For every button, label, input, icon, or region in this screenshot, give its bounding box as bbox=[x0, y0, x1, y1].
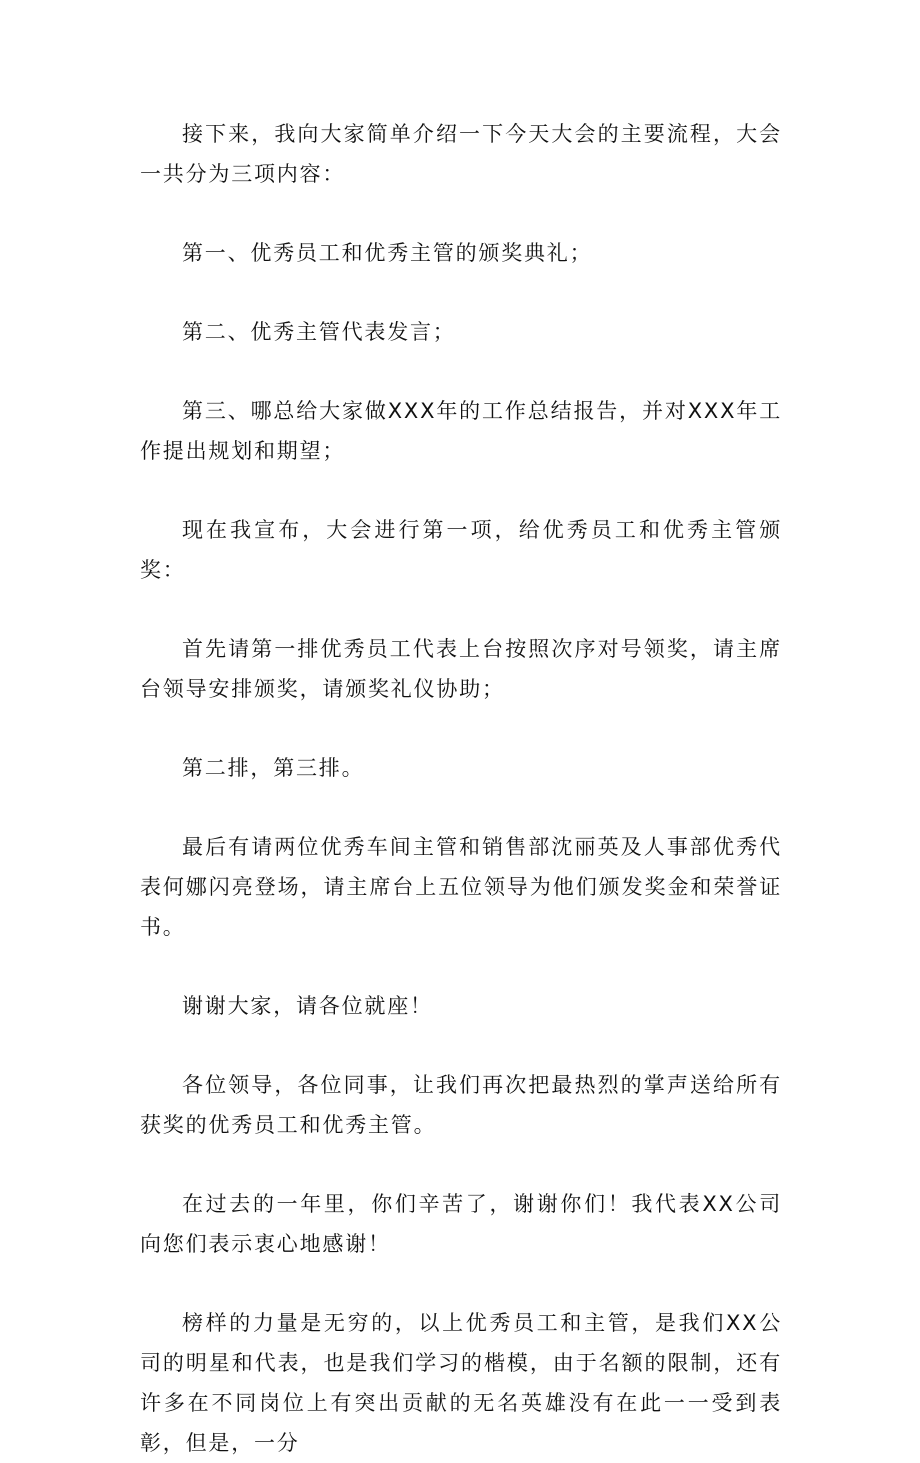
paragraph-role-models: 榜样的力量是无穷的，以上优秀员工和主管，是我们XX公司的明星和代表，也是我们学习的楷模，由于名额的限制，还有许多在不同岗位上有突出贡献的无名英雄没有在此一一受到表彰，但是，一分 bbox=[140, 1311, 782, 1455]
paragraph-intro: 接下来，我向大家简单介绍一下今天大会的主要流程，大会一共分为三项内容： bbox=[140, 122, 782, 186]
paragraph-item-three: 第三、哪总给大家做XXX年的工作总结报告，并对XXX年工作提出规划和期望； bbox=[140, 399, 782, 463]
paragraph-thanks-seat: 谢谢大家，请各位就座！ bbox=[182, 994, 433, 1018]
paragraph-gratitude: 在过去的一年里，你们辛苦了，谢谢你们！我代表XX公司向您们表示衷心地感谢！ bbox=[140, 1192, 782, 1256]
paragraph-first-row: 首先请第一排优秀员工代表上台按照次序对号领奖，请主席台领导安排颁奖，请颁奖礼仪协助； bbox=[140, 637, 782, 701]
paragraph-supervisors: 最后有请两位优秀车间主管和销售部沈丽英及人事部优秀代表何娜闪亮登场，请主席台上五位领导为他们颁发奖金和荣誉证书。 bbox=[140, 835, 782, 939]
paragraph-item-two: 第二、优秀主管代表发言； bbox=[182, 320, 456, 344]
document-body bbox=[140, 114, 782, 1463]
paragraph-announcement: 现在我宣布，大会进行第一项，给优秀员工和优秀主管颁奖： bbox=[140, 518, 782, 582]
paragraph-applause: 各位领导，各位同事，让我们再次把最热烈的掌声送给所有获奖的优秀员工和优秀主管。 bbox=[140, 1073, 782, 1137]
paragraph-other-rows: 第二排，第三排。 bbox=[182, 756, 365, 780]
paragraph-item-one: 第一、优秀员工和优秀主管的颁奖典礼； bbox=[182, 241, 593, 265]
